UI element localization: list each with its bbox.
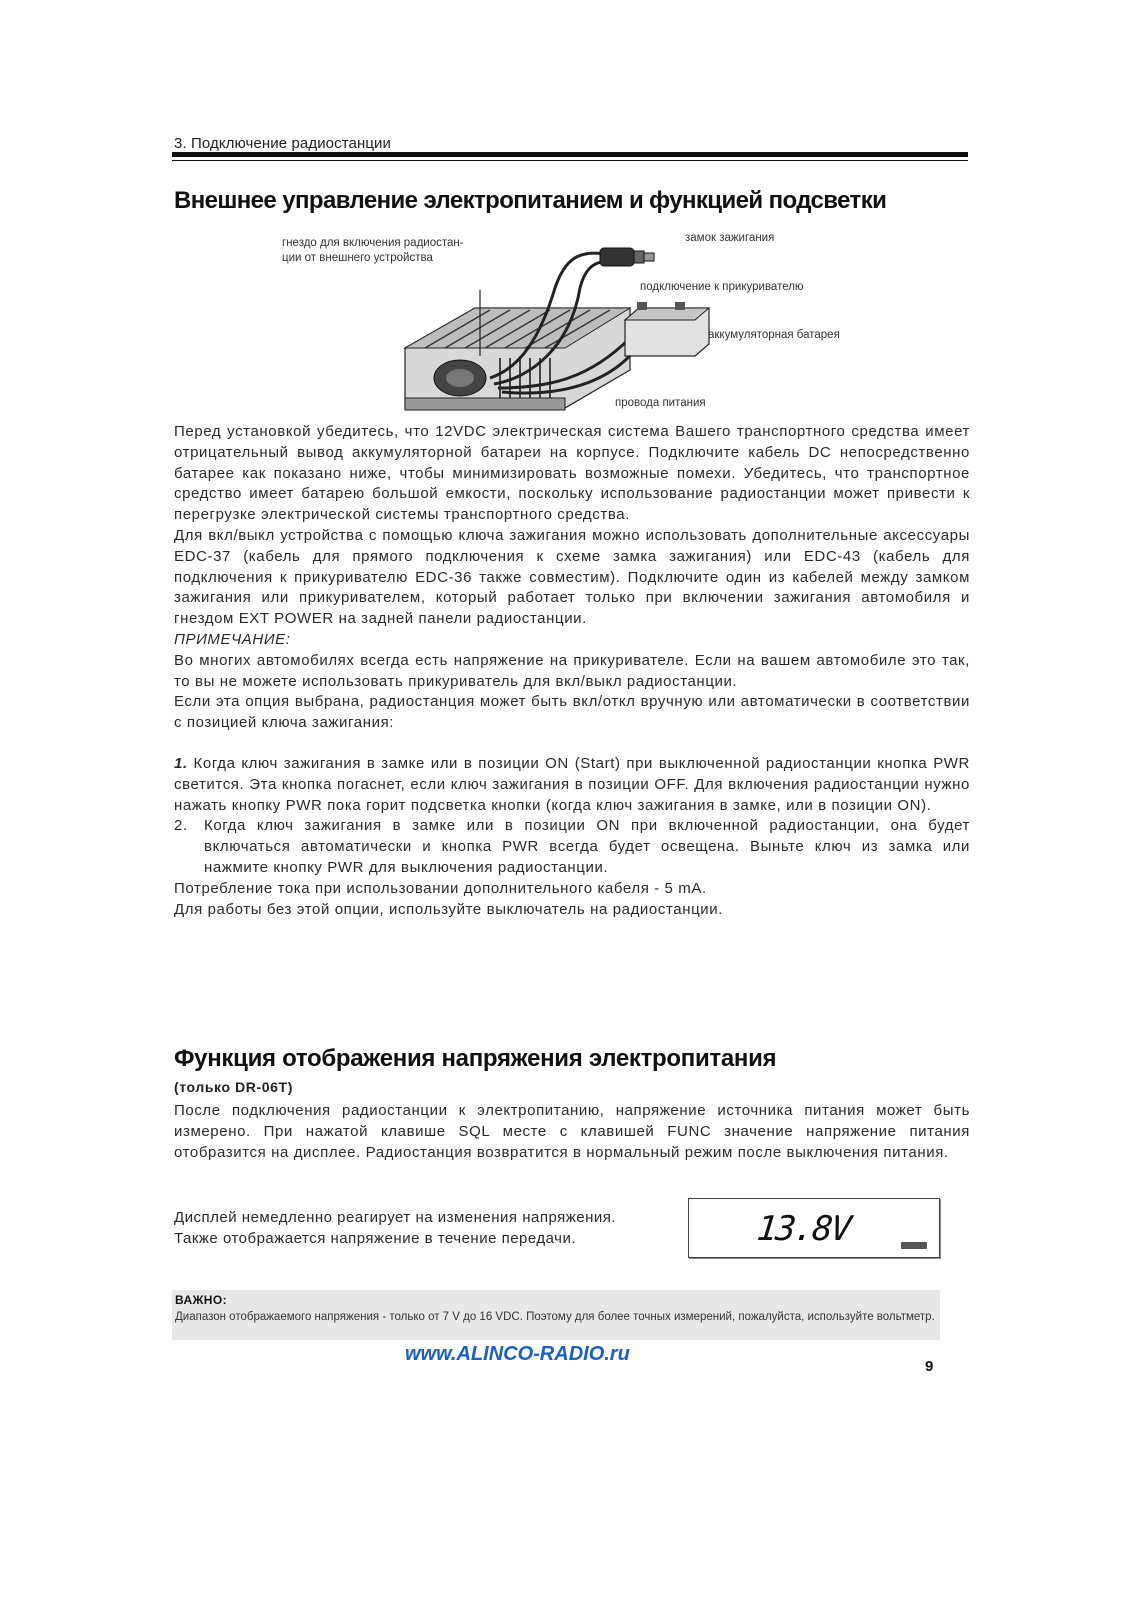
header-rule-thin	[172, 160, 968, 161]
label-ignition: замок зажигания	[685, 232, 775, 244]
page-title: Внешнее управление электропитанием и функцией подсветки	[174, 187, 887, 214]
paragraph-battery: Перед установкой убедитесь, что 12VDC электрическая система Вашего транспортного средства имеет отрицательный вывод аккумуляторной батареи на корпусе. Подключите кабель DC непосредственно батарее как показано ниже, чтобы минимизировать возможные помехи. Убедитесь, что транспортное средство имеет батарею большой емкости, поскольку использование радиостанции может привести к перегрузке электрической системы транспортного средства.	[174, 423, 970, 524]
paragraph-accessories: Для вкл/выкл устройства с помощью ключа зажигания можно использовать дополнительные аксессуары EDC-37 (кабель для прямого подключения к схеме замка зажигания) или EDC-43 (кабель для подключения к прикуривателю EDC-36 также совместим). Подключите один из кабелей между замком зажигания или прикуривателем, который работает только при включении зажигания автомобиля и гнездом EXT POWER на задней панели радиостанции.	[174, 526, 970, 628]
label-lighter: подключение к прикуривателю	[640, 281, 804, 293]
note-paragraph-1: Во многих автомобилях всегда есть напряжение на прикуривателе. Если на вашем автомобиле это так, то вы не можете использовать прикуриватель для вкл/выкл радиостанции.	[174, 651, 970, 690]
list-item-1	[174, 754, 970, 816]
voltage-paragraph: После подключения радиостанции к электропитанию, напряжение источника питания может быть измерено. При нажатой клавише SQL месте с клавишей FUNC значение напряжение питания отобразится на дисплее. Радиостанция возвратится в нормальный режим после выключения питания.	[174, 1102, 970, 1161]
list-text-1: Когда ключ зажигания в замке или в позиции ON (Start) при выключенной радиостанции кнопка PWR светится. Эта кнопка погаснет, если ключ зажигания в позиции OFF. Для включения радиостанции нужно нажать кнопку PWR пока горит подсветка кнопки (когда ключ зажигания в замке, или в позиции ON).	[174, 754, 970, 814]
note-title: ПРИМЕЧАНИЕ:	[174, 630, 291, 648]
spacer	[174, 734, 970, 754]
lcd-line-2: Также отображается напряжение в течение передачи.	[174, 1229, 577, 1247]
paragraph-switch: Для работы без этой опции, используйте выключатель на радиостанции.	[174, 900, 723, 918]
section-header: 3. Подключение радиостанции	[174, 135, 391, 152]
label-wires: провода питания	[615, 397, 706, 409]
lcd-description	[174, 1208, 694, 1250]
note-paragraph-2: Если эта опция выбрана, радиостанция может быть вкл/откл вручную или автоматически в соответствии с позицией ключа зажигания:	[174, 693, 970, 732]
lcd-display	[688, 1198, 940, 1258]
lighter-plug	[600, 248, 654, 266]
page-number: 9	[925, 1358, 934, 1375]
list-item-2	[174, 816, 970, 878]
list-number-2: 2.	[174, 817, 188, 835]
important-box	[172, 1290, 940, 1340]
paragraph-current: Потребление тока при использовании дополнительного кабеля - 5 mA.	[174, 879, 707, 897]
voltage-text	[174, 1101, 970, 1163]
important-title: ВАЖНО:	[175, 1293, 227, 1307]
list-number-1: 1.	[174, 754, 188, 772]
battery-icon	[625, 302, 709, 356]
lcd-line-1: Дисплей немедленно реагирует на изменения напряжения.	[174, 1209, 617, 1226]
header-rule-thick	[172, 152, 968, 157]
lcd-voltage-value: 13.8V	[754, 1209, 852, 1249]
wiring-figure	[280, 228, 930, 423]
label-socket: гнездо для включения радиостан- ции от внешнего устройства	[282, 237, 464, 264]
list-text-2: Когда ключ зажигания в замке или в позиции ON при включенной радиостанции, она будет включаться автоматически и кнопка PWR всегда будет освещена. Выньте ключ из замка или нажмите кнопку PWR для выключения радиостанции.	[204, 817, 970, 876]
voltage-section-subtitle: (только DR-06T)	[174, 1079, 293, 1095]
main-text	[174, 422, 970, 920]
label-battery: аккумуляторная батарея	[708, 329, 840, 341]
important-text: Диапазон отображаемого напряжения - только от 7 V до 16 VDC. Поэтому для более точных измерений, пожалуйста, используйте вольтметр.	[175, 1311, 935, 1323]
voltage-section-title: Функция отображения напряжения электропитания	[174, 1045, 777, 1072]
website-link[interactable]: www.ALINCO-RADIO.ru	[405, 1343, 630, 1365]
lcd-indicator-icon	[901, 1242, 927, 1249]
